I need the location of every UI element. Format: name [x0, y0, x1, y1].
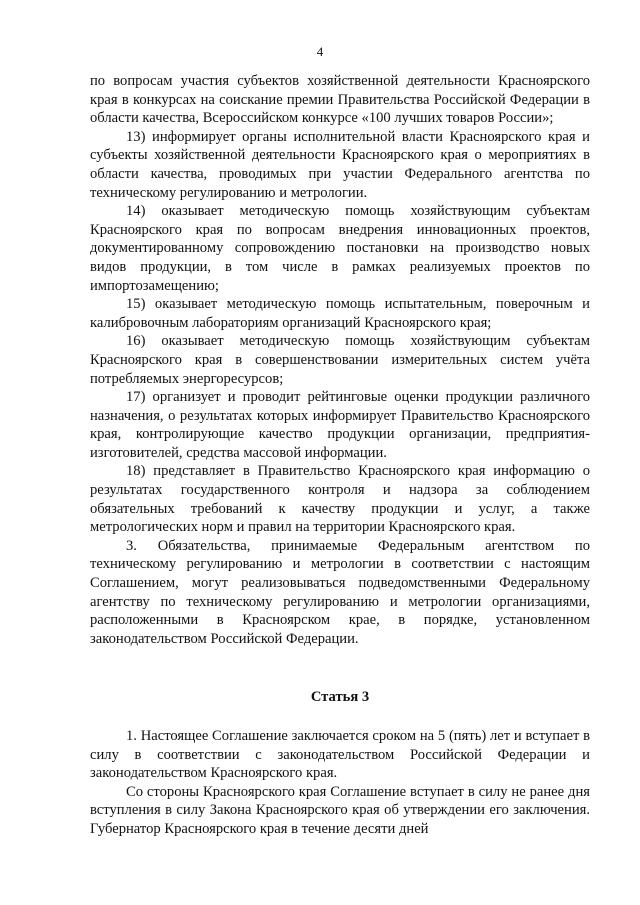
paragraph-article-3-clause-1: 1. Настоящее Соглашение заключается сроком на 5 (пять) лет и вступает в силу в соответствии с законодательством Российской Федерации и законодательством Красноярского края. [90, 728, 590, 782]
document-body [90, 72, 590, 839]
paragraph-item-16: 16) оказывает методическую помощь хозяйствующим субъектам Красноярского края в совершенствовании измерительных систем учёта потребляемых энергоресурсов; [90, 333, 590, 387]
paragraph-clause-3: 3. Обязательства, принимаемые Федеральным агентством по техническому регулированию и метрологии в соответствии с настоящим Соглашением, могут реализовываться подведомственными Федеральному агентству по техническому регулированию и метрологии организациями, расположенными в Красноярском крае, в порядке, установленном законодательством Российской Федерации. [90, 537, 590, 647]
paragraph-item-14: 14) оказывает методическую помощь хозяйствующим субъектам Красноярского края по вопросам внедрения инновационных проектов, документированному сопровождению постановки на производство новых видов продукции, в том числе в рамках реализуемых проектов по импортозамещению; [90, 203, 590, 294]
paragraph-article-3-entry-into-force: Со стороны Красноярского края Соглашение вступает в силу не ранее дня вступления в силу Закона Красноярского края об утверждении его заключения. Губернатор Красноярского края в течение десяти дней [90, 783, 590, 837]
paragraph-item-18: 18) представляет в Правительство Красноярского края информацию о результатах государственного контроля и надзора за соблюдением обязательных требований к качеству продукции и услуг, а также метрологических норм и правил на территории Красноярского края. [90, 463, 590, 536]
paragraph-item-17: 17) организует и проводит рейтинговые оценки продукции различного назначения, о результатах которых информирует Правительство Красноярского края, контролирующие качество продукции организации, предприятия-изготовителей, средства массовой информации. [90, 389, 590, 461]
article-heading: Статья 3 [310, 689, 370, 706]
page-number: 4 [316, 44, 324, 59]
paragraph-item-13: 13) информирует органы исполнительной власти Красноярского края и субъекты хозяйственной деятельности Красноярского края о мероприятиях в области качества, проводимых при участии Федерального агентства по техническому регулированию и метрологии. [90, 128, 590, 201]
paragraph-continuation: по вопросам участия субъектов хозяйственной деятельности Красноярского края в конкурсах на соискание премии Правительства Российской Федерации в области качества, Всероссийском конкурсе «100 лучших товаров России»; [90, 73, 590, 127]
paragraph-item-15: 15) оказывает методическую помощь испытательным, поверочным и калибровочным лабораториям организаций Красноярского края; [90, 296, 590, 331]
